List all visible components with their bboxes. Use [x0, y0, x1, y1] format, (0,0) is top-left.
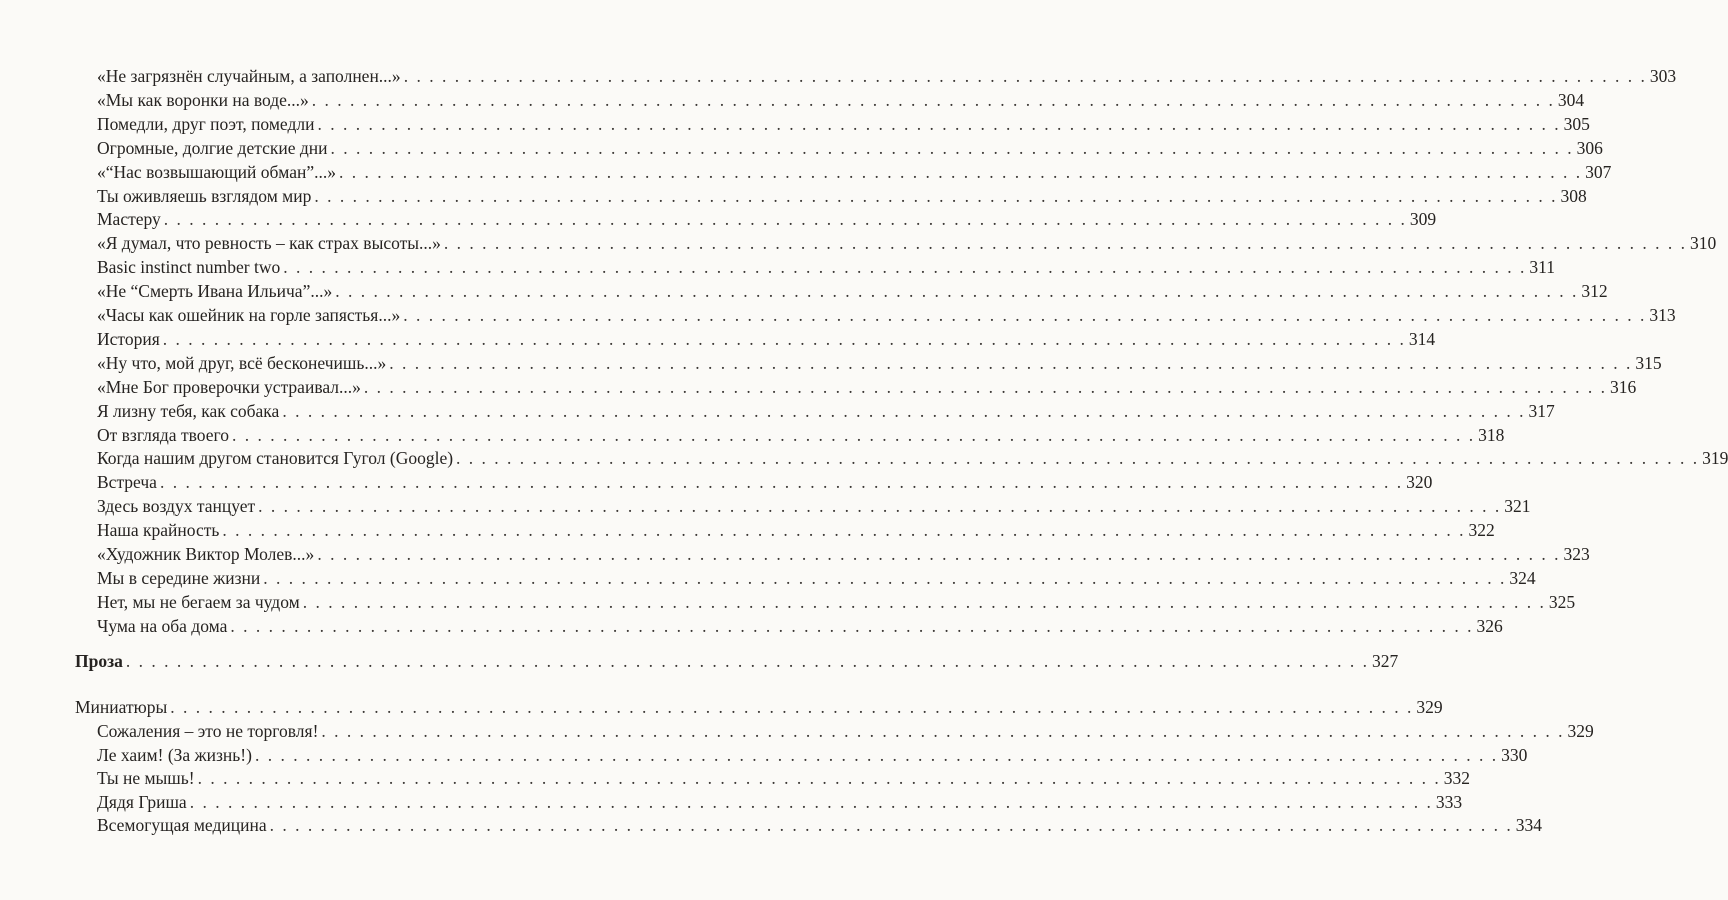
dot-leader: . . . . . . . . . . . . . . . . . . . . . . . . . . . . . . . . . . . . . . . . . . . . . . . . . . . . . . . . . . . . . . . . . . . . . . . . . . . . . . . . . . . . . . . . . . . . . . . . . . [263, 568, 1507, 588]
dot-leader: . . . . . . . . . . . . . . . . . . . . . . . . . . . . . . . . . . . . . . . . . . . . . . . . . . . . . . . . . . . . . . . . . . . . . . . . . . . . . . . . . . . . . . . . . . . . . . . . . . [231, 425, 1476, 445]
entry-title: Ле хаим! (За жизнь!) [97, 745, 252, 765]
toc-entry [0, 517, 1495, 541]
dot-leader: . . . . . . . . . . . . . . . . . . . . . . . . . . . . . . . . . . . . . . . . . . . . . . . . . . . . . . . . . . . . . . . . . . . . . . . . . . . . . . . . . . . . . . . . . . . . . . . . . . [189, 792, 1433, 812]
entry-title: «Часы как ошейник на горле запястья...» [97, 305, 401, 325]
dot-leader: . . . . . . . . . . . . . . . . . . . . . . . . . . . . . . . . . . . . . . . . . . . . . . . . . . . . . . . . . . . . . . . . . . . . . . . . . . . . . . . . . . . . . . . . . . . . . . . . . . [283, 257, 1527, 277]
page-number: 327 [1372, 651, 1399, 671]
toc-entry [0, 206, 1437, 230]
toc-entry [0, 87, 1585, 111]
dot-leader: . . . . . . . . . . . . . . . . . . . . . . . . . . . . . . . . . . . . . . . . . . . . . . . . . . . . . . . . . . . . . . . . . . . . . . . . . . . . . . . . . . . . . . . . . . . . . . . . . . [443, 233, 1688, 253]
dot-leader: . . . . . . . . . . . . . . . . . . . . . . . . . . . . . . . . . . . . . . . . . . . . . . . . . . . . . . . . . . . . . . . . . . . . . . . . . . . . . . . . . . . . . . . . . . . . . . . . . . [311, 90, 1555, 110]
entry-title: Помедли, друг поэт, помедли [97, 114, 315, 134]
entry-title: Мы в середине жизни [97, 568, 261, 588]
page-number: 308 [1560, 186, 1587, 206]
page-number: 314 [1408, 329, 1436, 349]
entry-title: Встреча [97, 472, 157, 492]
entry-title: «Не “Смерть Ивана Ильича”...» [97, 281, 333, 301]
entry-title: Огромные, долгие детские дни [97, 138, 328, 158]
dot-leader: . . . . . . . . . . . . . . . . . . . . . . . . . . . . . . . . . . . . . . . . . . . . . . . . . . . . . . . . . . . . . . . . . . . . . . . . . . . . . . . . . . . . . . . . . . . . . . . . . . [159, 472, 1404, 492]
dot-leader: . . . . . . . . . . . . . . . . . . . . . . . . . . . . . . . . . . . . . . . . . . . . . . . . . . . . . . . . . . . . . . . . . . . . . . . . . . . . . . . . . . . . . . . . . . . . . . . . . . [363, 377, 1608, 397]
dot-leader: . . . . . . . . . . . . . . . . . . . . . . . . . . . . . . . . . . . . . . . . . . . . . . . . . . . . . . . . . . . . . . . . . . . . . . . . . . . . . . . . . . . . . . . . . . . . . . . . . . [282, 401, 1526, 421]
page-number: 321 [1504, 496, 1531, 516]
toc-entry [0, 278, 1608, 302]
entry-title: Когда нашим другом становится Гугол (Google) [97, 448, 454, 468]
toc-entry [0, 63, 1677, 87]
dot-leader: . . . . . . . . . . . . . . . . . . . . . . . . . . . . . . . . . . . . . . . . . . . . . . . . . . . . . . . . . . . . . . . . . . . . . . . . . . . . . . . . . . . . . . . . . . . . . . . . . . [403, 66, 1647, 86]
dot-leader: . . . . . . . . . . . . . . . . . . . . . . . . . . . . . . . . . . . . . . . . . . . . . . . . . . . . . . . . . . . . . . . . . . . . . . . . . . . . . . . . . . . . . . . . . . . . . . . . . . [314, 186, 1558, 206]
page-number: 332 [1443, 768, 1470, 788]
toc-entry [0, 565, 1536, 589]
toc-entry [0, 469, 1433, 493]
dot-leader: . . . . . . . . . . . . . . . . . . . . . . . . . . . . . . . . . . . . . . . . . . . . . . . . . . . . . . . . . . . . . . . . . . . . . . . . . . . . . . . . . . . . . . . . . . . . . . . . . . [222, 520, 1466, 540]
entry-title: История [97, 329, 160, 349]
toc-entry [0, 374, 1637, 398]
page-number: 323 [1563, 544, 1590, 564]
page-number: 319 [1702, 448, 1728, 468]
page-number: 305 [1563, 114, 1590, 134]
toc-entry [0, 111, 1590, 135]
toc-entry [0, 742, 1528, 766]
toc-entry [0, 159, 1612, 183]
page-number: 324 [1509, 568, 1536, 588]
toc-entry [0, 789, 1463, 813]
page-number: 311 [1529, 257, 1555, 277]
dot-leader: . . . . . . . . . . . . . . . . . . . . . . . . . . . . . . . . . . . . . . . . . . . . . . . . . . . . . . . . . . . . . . . . . . . . . . . . . . . . . . . . . . . . . . . . . . . . . . . . . . [335, 281, 1579, 301]
entry-title: «Художник Виктор Молев...» [97, 544, 315, 564]
toc-entry [0, 541, 1590, 565]
entry-title: Сожаления – это не торговля! [97, 721, 319, 741]
page-number: 322 [1468, 520, 1495, 540]
entry-title: «“Нас возвышающий обман”...» [97, 162, 337, 182]
entry-title: Наша крайность [97, 520, 220, 540]
page-number: 310 [1690, 233, 1717, 253]
entry-title: «Мне Бог проверочки устраивал...» [97, 377, 361, 397]
entry-title: Проза [75, 651, 123, 671]
dot-leader: . . . . . . . . . . . . . . . . . . . . . . . . . . . . . . . . . . . . . . . . . . . . . . . . . . . . . . . . . . . . . . . . . . . . . . . . . . . . . . . . . . . . . . . . . . . . . . . . . . [162, 329, 1406, 349]
page-number: 313 [1649, 305, 1676, 325]
dot-leader: . . . . . . . . . . . . . . . . . . . . . . . . . . . . . . . . . . . . . . . . . . . . . . . . . . . . . . . . . . . . . . . . . . . . . . . . . . . . . . . . . . . . . . . . . . . . . . . . . . [254, 745, 1499, 765]
entry-title: Я лизну тебя, как собака [97, 401, 280, 421]
toc-section-heading [0, 648, 1399, 672]
page-number: 329 [1567, 721, 1594, 741]
toc-entry [0, 398, 1555, 422]
page-number: 329 [1416, 697, 1443, 717]
dot-leader: . . . . . . . . . . . . . . . . . . . . . . . . . . . . . . . . . . . . . . . . . . . . . . . . . . . . . . . . . . . . . . . . . . . . . . . . . . . . . . . . . . . . . . . . . . . . . . . . . . [321, 721, 1565, 741]
dot-leader: . . . . . . . . . . . . . . . . . . . . . . . . . . . . . . . . . . . . . . . . . . . . . . . . . . . . . . . . . . . . . . . . . . . . . . . . . . . . . . . . . . . . . . . . . . . . . . . . . . [317, 114, 1561, 134]
dot-leader: . . . . . . . . . . . . . . . . . . . . . . . . . . . . . . . . . . . . . . . . . . . . . . . . . . . . . . . . . . . . . . . . . . . . . . . . . . . . . . . . . . . . . . . . . . . . . . . . . . [339, 162, 1583, 182]
page-number: 309 [1409, 209, 1437, 229]
toc-subsection-heading [0, 694, 1443, 718]
dot-leader: . . . . . . . . . . . . . . . . . . . . . . . . . . . . . . . . . . . . . . . . . . . . . . . . . . . . . . . . . . . . . . . . . . . . . . . . . . . . . . . . . . . . . . . . . . . . . . . . . . [456, 448, 1700, 468]
dot-leader: . . . . . . . . . . . . . . . . . . . . . . . . . . . . . . . . . . . . . . . . . . . . . . . . . . . . . . . . . . . . . . . . . . . . . . . . . . . . . . . . . . . . . . . . . . . . . . . . . . [163, 209, 1407, 229]
entry-title: Дядя Гриша [97, 792, 187, 812]
dot-leader: . . . . . . . . . . . . . . . . . . . . . . . . . . . . . . . . . . . . . . . . . . . . . . . . . . . . . . . . . . . . . . . . . . . . . . . . . . . . . . . . . . . . . . . . . . . . . . . . . . [317, 544, 1561, 564]
entry-title: От взгляда твоего [97, 425, 229, 445]
dot-leader: . . . . . . . . . . . . . . . . . . . . . . . . . . . . . . . . . . . . . . . . . . . . . . . . . . . . . . . . . . . . . . . . . . . . . . . . . . . . . . . . . . . . . . . . . . . . . . . . . . [389, 353, 1633, 373]
toc-entry [0, 183, 1587, 207]
page-number: 303 [1649, 66, 1677, 86]
toc-entry [0, 493, 1531, 517]
entry-title: «Не загрязнён случайным, а заполнен...» [97, 66, 401, 86]
entry-title: Basic instinct number two [97, 257, 281, 277]
dot-leader: . . . . . . . . . . . . . . . . . . . . . . . . . . . . . . . . . . . . . . . . . . . . . . . . . . . . . . . . . . . . . . . . . . . . . . . . . . . . . . . . . . . . . . . . . . . . . . . . . . [330, 138, 1574, 158]
entry-title: Ты не мышь! [97, 768, 195, 788]
page-number: 320 [1406, 472, 1433, 492]
page-number: 317 [1528, 401, 1555, 421]
entry-title: «Я думал, что ревность – как страх высоты...» [97, 233, 441, 253]
page-number: 325 [1548, 592, 1576, 612]
entry-title: Всемогущая медицина [97, 815, 267, 835]
toc-entry [0, 589, 1576, 613]
page-number: 316 [1610, 377, 1637, 397]
page-number: 334 [1515, 815, 1542, 835]
dot-leader: . . . . . . . . . . . . . . . . . . . . . . . . . . . . . . . . . . . . . . . . . . . . . . . . . . . . . . . . . . . . . . . . . . . . . . . . . . . . . . . . . . . . . . . . . . . . . . . . . . [403, 305, 1647, 325]
toc-entry [0, 350, 1662, 374]
dot-leader: . . . . . . . . . . . . . . . . . . . . . . . . . . . . . . . . . . . . . . . . . . . . . . . . . . . . . . . . . . . . . . . . . . . . . . . . . . . . . . . . . . . . . . . . . . . . . . . . . . [302, 592, 1546, 612]
entry-title: Здесь воздух танцует [97, 496, 256, 516]
page-number: 304 [1557, 90, 1585, 110]
toc-entry [0, 613, 1503, 637]
entry-title: «Мы как воронки на воде...» [97, 90, 309, 110]
entry-title: Миниатюры [75, 697, 168, 717]
entry-title: Мастеру [97, 209, 161, 229]
entry-title: Нет, мы не бегаем за чудом [97, 592, 300, 612]
page-number: 306 [1576, 138, 1603, 158]
page-number: 312 [1581, 281, 1608, 301]
dot-leader: . . . . . . . . . . . . . . . . . . . . . . . . . . . . . . . . . . . . . . . . . . . . . . . . . . . . . . . . . . . . . . . . . . . . . . . . . . . . . . . . . . . . . . . . . . . . . . . . . . [230, 616, 1474, 636]
page-number: 330 [1501, 745, 1528, 765]
page-number: 333 [1435, 792, 1463, 812]
toc-entry [0, 422, 1505, 446]
page-number: 318 [1478, 425, 1505, 445]
page-number: 307 [1585, 162, 1612, 182]
toc-entry [0, 302, 1676, 326]
dot-leader: . . . . . . . . . . . . . . . . . . . . . . . . . . . . . . . . . . . . . . . . . . . . . . . . . . . . . . . . . . . . . . . . . . . . . . . . . . . . . . . . . . . . . . . . . . . . . . . . . . [258, 496, 1502, 516]
dot-leader: . . . . . . . . . . . . . . . . . . . . . . . . . . . . . . . . . . . . . . . . . . . . . . . . . . . . . . . . . . . . . . . . . . . . . . . . . . . . . . . . . . . . . . . . . . . . . . . . . . [170, 697, 1414, 717]
dot-leader: . . . . . . . . . . . . . . . . . . . . . . . . . . . . . . . . . . . . . . . . . . . . . . . . . . . . . . . . . . . . . . . . . . . . . . . . . . . . . . . . . . . . . . . . . . . . . . . . . . [269, 815, 1513, 835]
dot-leader: . . . . . . . . . . . . . . . . . . . . . . . . . . . . . . . . . . . . . . . . . . . . . . . . . . . . . . . . . . . . . . . . . . . . . . . . . . . . . . . . . . . . . . . . . . . . . . . . . . [125, 651, 1370, 671]
toc-entry [0, 230, 1717, 254]
page-number: 326 [1476, 616, 1503, 636]
toc-entry [0, 718, 1594, 742]
toc-entry [0, 135, 1603, 159]
toc-entry [0, 765, 1470, 789]
toc-entry [0, 445, 1728, 469]
toc-entry [0, 254, 1555, 278]
entry-title: Чума на оба дома [97, 616, 228, 636]
dot-leader: . . . . . . . . . . . . . . . . . . . . . . . . . . . . . . . . . . . . . . . . . . . . . . . . . . . . . . . . . . . . . . . . . . . . . . . . . . . . . . . . . . . . . . . . . . . . . . . . . . [197, 768, 1441, 788]
entry-title: «Ну что, мой друг, всё бесконечишь...» [97, 353, 387, 373]
page-number: 315 [1635, 353, 1662, 373]
entry-title: Ты оживляешь взглядом мир [97, 186, 312, 206]
toc-entry [0, 812, 1542, 836]
toc-entry [0, 326, 1436, 350]
